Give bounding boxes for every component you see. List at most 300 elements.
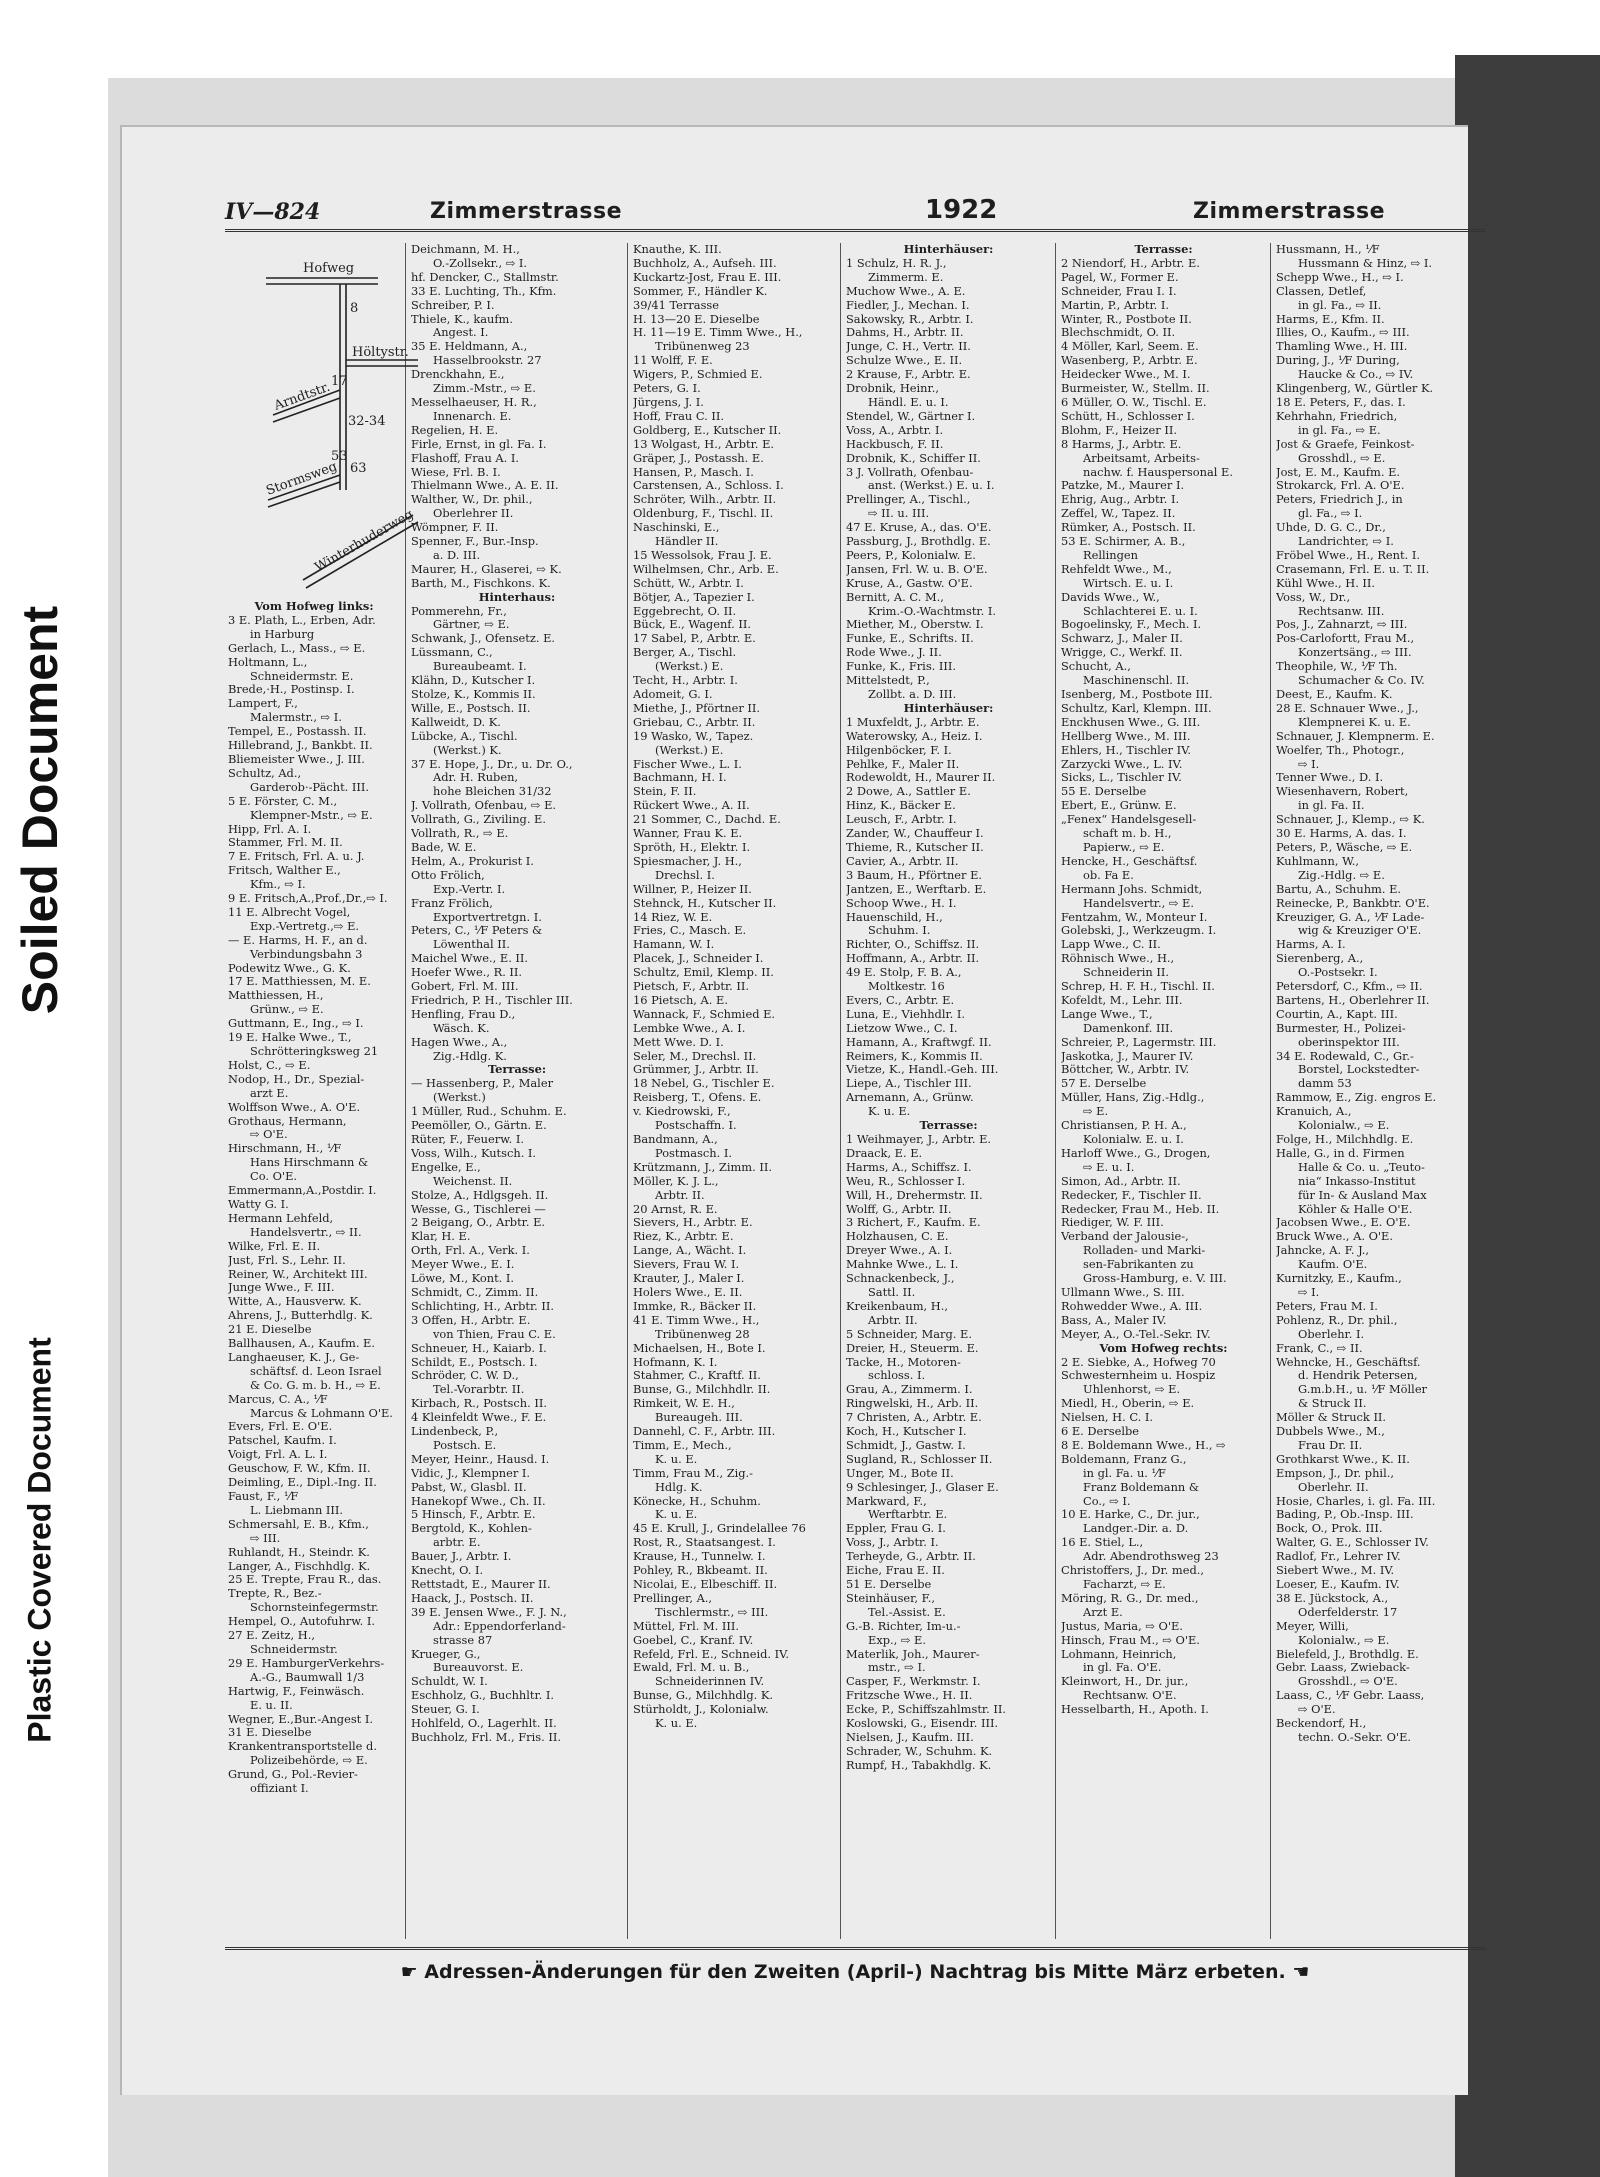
directory-entry: Schneuer, H., Kaiarb. I. xyxy=(411,1341,547,1355)
directory-entry: Tempel, E., Postassh. II. xyxy=(228,725,367,739)
directory-entry: Adr. Abendrothsweg 23 xyxy=(1083,1550,1219,1564)
directory-entry: Gerlach, L., Mass., ⇨ E. xyxy=(228,641,366,655)
directory-entry: Ehrig, Aug., Arbtr. I. xyxy=(1061,493,1180,507)
directory-entry: Dahms, H., Arbtr. II. xyxy=(846,326,964,340)
directory-entry: Patschel, Kaufm. I. xyxy=(228,1434,337,1448)
directory-entry: Holzhausen, C. E. xyxy=(846,1230,949,1244)
directory-entry: Nielsen, H. C. I. xyxy=(1061,1411,1154,1425)
directory-entry: Drobnik, K., Schiffer II. xyxy=(846,451,981,465)
directory-entry: Könecke, H., Schuhm. xyxy=(633,1494,761,1508)
directory-entry: Gross-Hamburg, e. V. III. xyxy=(1083,1272,1227,1286)
directory-entry: Oberlehr. I. xyxy=(1298,1327,1365,1341)
directory-entry: Sievers, H., Arbtr. E. xyxy=(633,1216,753,1230)
directory-entry: Hohlfeld, O., Lagerhlt. II. xyxy=(411,1717,557,1731)
directory-entry: Hoffmann, A., Arbtr. II. xyxy=(846,952,980,966)
directory-entry: Moltkestr. 16 xyxy=(868,980,945,994)
directory-entry: 57 E. Derselbe xyxy=(1061,1077,1147,1091)
directory-entry: Mett Wwe. D. I. xyxy=(633,1035,724,1049)
directory-entry: Bernitt, A. C. M., xyxy=(846,590,944,604)
directory-entry: 19 E. Halke Wwe., T., xyxy=(228,1031,352,1045)
directory-entry: 3 Offen, H., Arbtr. E. xyxy=(411,1313,531,1327)
directory-entry: Grünw., ⇨ E. xyxy=(250,1003,324,1017)
directory-entry: Reisberg, T., Ofens. E. xyxy=(633,1091,762,1105)
directory-entry: 34 E. Rodewald, C., Gr.- xyxy=(1276,1049,1414,1063)
directory-entry: 16 Pietsch, A. E. xyxy=(633,993,728,1007)
directory-entry: Buchholz, A., Aufseh. III. xyxy=(633,256,777,270)
directory-entry: Schultz, Emil, Klemp. II. xyxy=(633,966,774,980)
directory-entry: schloss. I. xyxy=(868,1369,926,1383)
directory-entry: Stammer, Frl. M. II. xyxy=(228,836,343,850)
directory-entry: 1 Müller, Rud., Schuhm. E. xyxy=(411,1105,567,1119)
directory-entry: Grau, A., Zimmerm. I. xyxy=(846,1383,973,1397)
directory-entry: 3 Richert, F., Kaufm. E. xyxy=(846,1216,981,1230)
directory-entry: a. D. III. xyxy=(433,548,481,562)
directory-entry: 7 E. Fritsch, Frl. A. u. J. xyxy=(228,850,365,864)
directory-entry: Waterowsky, A., Heiz. I. xyxy=(846,729,983,743)
directory-entry: K. u. E. xyxy=(868,1105,911,1119)
directory-entry: Lange, A., Wächt. I. xyxy=(633,1244,747,1258)
directory-entry: Engelke, E., xyxy=(411,1160,481,1174)
directory-entry: Markward, F., xyxy=(846,1494,927,1508)
directory-entry: Kehrhahn, Friedrich, xyxy=(1276,409,1398,423)
directory-entry: 51 E. Derselbe xyxy=(846,1578,932,1591)
directory-entry: Deest, E., Kaufm. K. xyxy=(1276,688,1393,701)
directory-entry: Marcus & Lohmann O'E. xyxy=(250,1406,393,1420)
directory-entry: Peters, G. I. xyxy=(633,382,701,396)
directory-entry: Christiansen, P. H. A., xyxy=(1061,1119,1187,1133)
directory-entry: ⇨ I. xyxy=(1298,757,1320,771)
directory-entry: Prellinger, A., xyxy=(633,1591,713,1605)
directory-entry: Friedrich, P. H., Tischler III. xyxy=(411,993,573,1007)
directory-entry: Voss, W., Dr., xyxy=(1276,590,1351,604)
directory-entry: Drenckhahn, E., xyxy=(411,368,505,382)
directory-entry: Walther, W., Dr. phil., xyxy=(411,493,533,507)
directory-entry: Harms, E., Kfm. II. xyxy=(1276,312,1385,326)
directory-entry: Geuschow, F. W., Kfm. II. xyxy=(228,1462,371,1476)
directory-entry: Kolonialw., ⇨ E. xyxy=(1298,1119,1390,1133)
directory-entry: Polizeibehörde, ⇨ E. xyxy=(250,1754,368,1768)
map-label-hofweg: Hofweg xyxy=(303,261,355,276)
directory-entry: Schlachterei E. u. I. xyxy=(1083,604,1198,618)
directory-entry: Sakowsky, R., Arbtr. I. xyxy=(846,312,974,326)
directory-entry: offiziant I. xyxy=(250,1782,309,1796)
directory-entry: Hanekopf Wwe., Ch. II. xyxy=(411,1494,546,1508)
directory-entry: Exp.-Vertr. I. xyxy=(433,882,506,896)
directory-entry: Matthiessen, H., xyxy=(228,989,324,1003)
directory-entry: Kfm., ⇨ I. xyxy=(250,878,306,892)
directory-entry: Terrasse: xyxy=(1134,243,1193,256)
directory-entry: Courtin, A., Kapt. III. xyxy=(1276,1007,1398,1021)
directory-entry: Heidecker Wwe., M. I. xyxy=(1061,368,1191,382)
directory-entry: Ballhausen, A., Kaufm. E. xyxy=(228,1337,375,1351)
directory-entry: Fries, C., Masch. E. xyxy=(633,924,747,938)
directory-entry: Hosie, Charles, i. gl. Fa. III. xyxy=(1276,1494,1436,1508)
header-rule xyxy=(225,229,1485,232)
directory-entry: Bureaubeamt. I. xyxy=(433,660,527,674)
directory-entry: Nicolai, E., Elbeschiff. II. xyxy=(633,1578,778,1591)
directory-entry: Ehlers, H., Tischler IV. xyxy=(1061,743,1191,757)
directory-entry: Klempner-Mstr., ⇨ E. xyxy=(250,808,373,822)
directory-column-2 xyxy=(411,243,623,1939)
map-house-number: 17 xyxy=(331,374,348,389)
directory-entry: & Co. G. m. b. H., ⇨ E. xyxy=(250,1378,381,1392)
directory-entry: 3 J. Vollrath, Ofenbau- xyxy=(846,465,974,479)
map-label-winterhuderweg: Winterhuderweg xyxy=(312,507,417,576)
directory-entry: Hamann, W. I. xyxy=(633,938,715,952)
directory-entry: H. 11—19 E. Timm Wwe., H., xyxy=(633,326,803,340)
page-header xyxy=(225,193,1485,233)
directory-entry: Riediger, W. F. III. xyxy=(1061,1216,1164,1230)
directory-entry: Postsch. E. xyxy=(433,1438,497,1452)
directory-entry: „Fenex“ Handelsgesell- xyxy=(1061,813,1197,827)
directory-entry: Löwe, M., Kont. I. xyxy=(411,1272,515,1286)
directory-entry: Exp.-Vertretg.,⇨ E. xyxy=(250,919,360,933)
directory-entry: Bergtold, K., Kohlen- xyxy=(411,1522,532,1536)
directory-entry: J. Vollrath, Ofenbau, ⇨ E. xyxy=(411,799,557,813)
directory-entry: Pos-Carlofortt, Frau M., xyxy=(1276,632,1415,646)
directory-entry: 21 E. Dieselbe xyxy=(228,1323,312,1337)
directory-entry: Kreikenbaum, H., xyxy=(846,1299,948,1313)
directory-entry: 2 Niendorf, H., Arbtr. E. xyxy=(1061,256,1200,270)
directory-entry: Pohlenz, R., Dr. phil., xyxy=(1276,1313,1398,1327)
directory-entry: 39/41 Terrasse xyxy=(633,298,720,312)
directory-entry: Firle, Ernst, in gl. Fa. I. xyxy=(411,437,547,451)
directory-entry: 19 Wasko, W., Tapez. xyxy=(633,729,754,743)
map-house-number: 63 xyxy=(350,461,367,476)
directory-entry: E. u. II. xyxy=(250,1698,293,1712)
directory-entry: Deichmann, M. H., xyxy=(411,243,520,256)
directory-entry: Schneiderin II. xyxy=(1083,966,1169,980)
directory-entry: Evers, Frl. E. O'E. xyxy=(228,1420,333,1434)
directory-entry: 11 E. Albrecht Vogel, xyxy=(228,905,351,919)
directory-entry: Lübcke, A., Tischl. xyxy=(411,729,518,743)
directory-entry: Frau Dr. II. xyxy=(1298,1438,1363,1452)
directory-entry: Hoff, Frau C. II. xyxy=(633,409,724,423)
directory-entry: Hackbusch, F. II. xyxy=(846,437,944,451)
directory-entry: Hans Hirschmann & xyxy=(250,1156,369,1170)
directory-entry: Redecker, F., Tischler II. xyxy=(1061,1188,1202,1202)
directory-entry: Wäsch. K. xyxy=(433,1021,490,1035)
directory-entry: Schrötteringksweg 21 xyxy=(250,1045,379,1058)
directory-entry: damm 53 xyxy=(1298,1077,1352,1091)
directory-entry: Techt, H., Arbtr. I. xyxy=(633,674,738,688)
directory-entry: Laass, C., ⅟F Gebr. Laass, xyxy=(1276,1689,1425,1703)
directory-entry: nachw. f. Hauspersonal E. xyxy=(1083,465,1233,479)
directory-entry: 9 E. Fritsch,A.,Prof.,Dr.,⇨ I. xyxy=(228,892,388,906)
directory-entry: Knecht, O. I. xyxy=(411,1564,484,1578)
directory-entry: 2 Dowe, A., Sattler E. xyxy=(846,785,971,799)
directory-entry: Jost, E. M., Kaufm. E. xyxy=(1276,465,1401,479)
directory-entry: Gräper, J., Postassh. E. xyxy=(633,451,764,465)
directory-entry: Kurnitzky, E., Kaufm., xyxy=(1276,1272,1402,1286)
directory-entry: Christoffers, J., Dr. med., xyxy=(1061,1564,1204,1578)
directory-entry: 37 E. Hope, J., Dr., u. Dr. O., xyxy=(411,757,573,771)
directory-entry: Adr. H. Ruben, xyxy=(433,771,519,785)
directory-entry: ⇨ I. xyxy=(1298,1285,1320,1299)
directory-entry: d. Hendrik Petersen, xyxy=(1298,1369,1418,1383)
directory-entry: Mittelstedt, P., xyxy=(846,674,930,688)
directory-entry: Timm, E., Mech., xyxy=(633,1438,732,1452)
directory-entry: Vom Hofweg links: xyxy=(254,600,374,613)
directory-entry: Eppler, Frau G. I. xyxy=(846,1522,946,1536)
directory-entry: Wegner, E.,Bur.-Angest I. xyxy=(228,1712,374,1726)
directory-entry: ⇨ O'E. xyxy=(1298,1703,1336,1717)
directory-entry: Burmester, H., Polizei- xyxy=(1276,1021,1406,1035)
directory-entry: Franz Boldemann & xyxy=(1083,1480,1200,1494)
directory-entry: Thiele, K., kaufm. xyxy=(411,312,513,326)
directory-entry: Fritsch, Walther E., xyxy=(228,864,341,878)
directory-entry: Rellingen xyxy=(1083,548,1138,562)
directory-entry: Unger, M., Bote II. xyxy=(846,1466,954,1480)
directory-entry: Borstel, Lockstedter- xyxy=(1298,1063,1420,1077)
directory-entry: Vollrath, G., Ziviling. E. xyxy=(411,813,546,827)
directory-entry: Brede,·H., Postinsp. I. xyxy=(228,683,355,697)
directory-entry: 33 E. Luchting, Th., Kfm. xyxy=(411,284,557,298)
directory-entry: Golebski, J., Werkzeugm. I. xyxy=(1061,924,1217,938)
directory-entry: techn. O.-Sekr. O'E. xyxy=(1298,1730,1412,1744)
directory-entry: Wirtsch. E. u. I. xyxy=(1083,576,1174,590)
directory-entry: Tribünenweg 23 xyxy=(655,340,750,354)
directory-entry: Knauthe, K. III. xyxy=(633,243,722,256)
directory-entry: Krause, H., Tunnelw. I. xyxy=(633,1550,766,1564)
directory-entry: in gl. Fa. u. ⅟F xyxy=(1083,1466,1166,1480)
directory-entry: Vietze, K., Handl.-Geh. III. xyxy=(846,1063,999,1077)
directory-entry: Exportvertretgn. I. xyxy=(433,910,542,924)
directory-entry: Weichenst. II. xyxy=(433,1174,513,1188)
directory-entry: 35 E. Heldmann, A., xyxy=(411,340,528,354)
directory-entry: Petersdorf, C., Kfm., ⇨ II. xyxy=(1276,980,1423,994)
directory-entry: Harloff Wwe., G., Drogen, xyxy=(1061,1146,1211,1160)
directory-entry: Drechsl. I. xyxy=(655,868,715,882)
directory-entry: Thieme, R., Kutscher II. xyxy=(846,840,984,854)
directory-column-6 xyxy=(1276,243,1486,1939)
directory-entry: Woelfer, Th., Photogr., xyxy=(1276,743,1405,757)
directory-entry: Eggebrecht, O. II. xyxy=(633,604,737,618)
directory-entry: Podewitz Wwe., G. K. xyxy=(228,961,351,975)
directory-entry: Dubbels Wwe., M., xyxy=(1276,1425,1385,1439)
directory-entry: Wiese, Frl. B. I. xyxy=(411,465,501,479)
directory-entry: 4 Kleinfeldt Wwe., F. E. xyxy=(411,1411,547,1425)
directory-entry: Winter, R., Postbote II. xyxy=(1061,312,1192,326)
directory-entry: in gl. Fa. O'E. xyxy=(1083,1661,1162,1675)
directory-entry: Holers Wwe., E. II. xyxy=(633,1285,743,1299)
directory-entry: Bachmann, H. I. xyxy=(633,771,727,785)
directory-entry: Papierw., ⇨ E. xyxy=(1083,840,1165,854)
directory-entry: Stahmer, C., Kraftf. II. xyxy=(633,1369,761,1383)
directory-entry: Terrasse: xyxy=(919,1119,978,1133)
directory-entry: Ecke, P., Schiffszahlmstr. II. xyxy=(846,1703,1006,1717)
directory-entry: Hinsch, Frau M., ⇨ O'E. xyxy=(1061,1633,1200,1647)
directory-entry: Spenner, F., Bur.-Insp. xyxy=(411,535,539,549)
directory-entry: Eiche, Frau E. II. xyxy=(846,1564,945,1578)
directory-entry: Schnauer, J., Klemp., ⇨ K. xyxy=(1276,813,1425,827)
directory-entry: 18 Nebel, G., Tischler E. xyxy=(633,1077,775,1091)
directory-entry: ⇨ II. u. III. xyxy=(868,507,930,521)
directory-entry: Goebel, C., Kranf. IV. xyxy=(633,1633,754,1647)
directory-entry: Bading, P., Ob.-Insp. III. xyxy=(1276,1508,1414,1522)
directory-entry: Zimmerm. E. xyxy=(868,270,944,284)
directory-entry: Hinterhaus: xyxy=(478,590,556,604)
directory-entry: Prellinger, A., Tischl., xyxy=(846,493,971,507)
directory-entry: Faust, F., ⅟F xyxy=(228,1490,299,1503)
directory-entry: 1 Schulz, H. R. J., xyxy=(846,256,947,270)
directory-entry: Kühl Wwe., H. II. xyxy=(1276,576,1376,590)
directory-entry: Lüssmann, C., xyxy=(411,646,493,660)
directory-entry: in gl. Fa., ⇨ E. xyxy=(1298,423,1381,437)
directory-entry: Hermann Johs. Schmidt, xyxy=(1061,882,1203,896)
directory-entry: Fritzsche Wwe., H. II. xyxy=(846,1689,973,1703)
directory-entry: Regelien, H. E. xyxy=(411,423,499,437)
directory-entry: Siebert Wwe., M. IV. xyxy=(1276,1564,1395,1578)
directory-entry: Evers, C., Arbtr. E. xyxy=(846,993,955,1007)
directory-entry: Kruse, A., Gastw. O'E. xyxy=(846,576,973,590)
directory-entry: Draack, E. E. xyxy=(846,1146,923,1160)
directory-entry: Wille, E., Postsch. II. xyxy=(411,701,531,715)
directory-entry: Jantzen, E., Werftarb. E. xyxy=(846,882,987,896)
directory-entry: Hartwig, F., Feinwäsch. xyxy=(228,1684,365,1698)
directory-entry: Justus, Maria, ⇨ O'E. xyxy=(1061,1619,1183,1633)
directory-entry: Tischlermstr., ⇨ III. xyxy=(655,1605,769,1619)
directory-entry: Rückert Wwe., A. II. xyxy=(633,799,750,813)
directory-entry: Pos, J., Zahnarzt, ⇨ III. xyxy=(1276,618,1408,632)
directory-entry: Hillebrand, J., Bankbt. II. xyxy=(228,739,373,753)
directory-entry: Folge, H., Milchhdlg. E. xyxy=(1276,1133,1414,1146)
directory-entry: Nielsen, J., Kaufm. III. xyxy=(846,1730,974,1744)
directory-entry: 5 E. Förster, C. M., xyxy=(228,794,338,808)
directory-entry: Schornsteinfegermstr. xyxy=(250,1601,379,1615)
directory-entry: Lapp Wwe., C. II. xyxy=(1061,938,1161,952)
directory-entry: Händl. E. u. I. xyxy=(868,395,949,409)
directory-entry: 5 Hinsch, F., Arbtr. E. xyxy=(411,1508,536,1522)
directory-entry: Wrigge, C., Werkf. II. xyxy=(1061,646,1183,660)
directory-entry: Facharzt, ⇨ E. xyxy=(1083,1578,1166,1591)
directory-entry: Crasemann, Frl. E. u. T. II. xyxy=(1276,562,1430,576)
directory-entry: Pabst, W., Glasbl. II. xyxy=(411,1480,527,1494)
directory-entry: Jost & Graefe, Feinkost- xyxy=(1276,437,1415,451)
directory-entry: Bartu, A., Schuhm. E. xyxy=(1276,882,1402,896)
directory-entry: Arbeitsamt, Arbeits- xyxy=(1083,451,1200,465)
directory-entry: Miedl, H., Oberin, ⇨ E. xyxy=(1061,1397,1195,1411)
directory-entry: Will, H., Drehermstr. II. xyxy=(846,1188,983,1202)
directory-entry: Voigt, Frl. A. L. I. xyxy=(228,1448,328,1462)
directory-entry: Stein, F. II. xyxy=(633,785,697,799)
directory-entry: Goldberg, E., Kutscher II. xyxy=(633,423,782,437)
directory-entry: Junge, C. H., Vertr. II. xyxy=(846,340,971,354)
directory-entry: 10 E. Harke, C., Dr. jur., xyxy=(1061,1508,1200,1522)
directory-entry: Peters, Frau M. I. xyxy=(1276,1299,1378,1313)
directory-entry: Tenner Wwe., D. I. xyxy=(1276,771,1384,785)
directory-entry: arbtr. E. xyxy=(433,1536,481,1550)
map-house-number: 32-34 xyxy=(348,414,386,429)
directory-entry: Schultz, Karl, Klempn. III. xyxy=(1061,701,1212,715)
directory-entry: Burmeister, W., Stellm. II. xyxy=(1061,382,1210,396)
directory-entry: Spröth, H., Elektr. I. xyxy=(633,840,751,854)
directory-entry: Hdlg. K. xyxy=(655,1480,703,1494)
directory-entry: Trepte, R., Bez.- xyxy=(228,1587,322,1601)
directory-entry: anst. (Werkst.) E. u. I. xyxy=(868,479,995,493)
directory-entry: 9 Schlesinger, J., Glaser E. xyxy=(846,1480,999,1494)
directory-entry: Simon, Ad., Arbtr. II. xyxy=(1061,1174,1181,1188)
directory-entry: Leusch, F., Arbtr. I. xyxy=(846,813,957,827)
directory-column-5 xyxy=(1061,243,1266,1939)
directory-entry: Krauter, J., Maler I. xyxy=(633,1272,745,1286)
directory-entry: Schneider, Frau I. I. xyxy=(1061,284,1177,298)
directory-entry: Grothaus, Hermann, xyxy=(228,1114,347,1128)
directory-entry: Lange Wwe., T., xyxy=(1061,1007,1153,1021)
directory-entry: Wolff, G., Arbtr. II. xyxy=(846,1202,952,1216)
directory-entry: Sommer, F., Händler K. xyxy=(633,284,768,298)
directory-entry: Möller & Struck II. xyxy=(1276,1411,1387,1425)
directory-entry: Willner, P., Heizer II. xyxy=(633,882,752,896)
directory-entry: Fröbel Wwe., H., Rent. I. xyxy=(1276,548,1420,562)
directory-entry: Wasenberg, P., Arbtr. E. xyxy=(1061,354,1198,368)
directory-entry: G.-B. Richter, Im-u.- xyxy=(846,1619,961,1633)
directory-entry: Hansen, P., Masch. I. xyxy=(633,465,754,479)
directory-entry: Michaelsen, H., Bote I. xyxy=(633,1341,766,1355)
directory-entry: Schuldt, W. I. xyxy=(411,1675,488,1689)
directory-entry: Hauenschild, H., xyxy=(846,910,943,924)
directory-entry: Marcus, C. A., ⅟F xyxy=(228,1392,328,1406)
directory-entry: Buchholz, Frl. M., Fris. II. xyxy=(411,1730,561,1744)
directory-entry: ⇨ E. u. I. xyxy=(1083,1160,1135,1174)
directory-entry: Adr.: Eppendorferland- xyxy=(433,1619,566,1633)
directory-entry: hohe Bleichen 31/32 xyxy=(433,785,552,799)
directory-entry: 6 E. Derselbe xyxy=(1061,1425,1140,1439)
footer-text: Adressen-Änderungen für den Zweiten (April-) Nachtrag bis Mitte März erbeten. xyxy=(424,1961,1286,1983)
directory-entry: Bureauvorst. E. xyxy=(433,1661,524,1675)
directory-entry: & Struck II. xyxy=(1298,1397,1367,1411)
directory-entry: Witte, A., Hausverw. K. xyxy=(228,1295,362,1309)
directory-entry: Rolladen- und Marki- xyxy=(1083,1244,1206,1258)
directory-entry: Kirbach, R., Postsch. II. xyxy=(411,1397,547,1411)
directory-entry: wig & Kreuziger O'E. xyxy=(1298,924,1422,938)
directory-entry: 2 Krause, F., Arbtr. E. xyxy=(846,368,971,382)
directory-entry: Bartens, H., Oberlehrer II. xyxy=(1276,993,1430,1007)
directory-entry: Bliemeister Wwe., J. III. xyxy=(228,752,365,766)
plastic-covered-document-label: Plastic Covered Document xyxy=(21,1337,58,1743)
directory-entry: hf. Dencker, C., Stallmstr. xyxy=(411,270,559,284)
directory-entry: Köhler & Halle O'E. xyxy=(1298,1202,1413,1216)
directory-entry: 20 Arnst, R. E. xyxy=(633,1202,718,1216)
directory-entry: Arbtr. II. xyxy=(868,1313,918,1327)
directory-entry: Eschholz, G., Buchhltr. I. xyxy=(411,1689,555,1703)
directory-entry: Malermstr., ⇨ I. xyxy=(250,711,342,725)
directory-entry: Liepe, A., Tischler III. xyxy=(846,1077,972,1091)
directory-entry: Fiedler, J., Mechan. I. xyxy=(846,298,970,312)
directory-entry: v. Kiedrowski, F., xyxy=(633,1105,731,1119)
street-map xyxy=(228,250,423,590)
directory-entry: Uhlenhorst, ⇨ E. xyxy=(1083,1383,1181,1397)
directory-entry: Reiner, W., Architekt III. xyxy=(228,1267,368,1281)
directory-entry: Langer, A., Fischhdlg. K. xyxy=(228,1559,371,1573)
directory-entry: Klähn, D., Kutscher I. xyxy=(411,674,536,688)
directory-entry: Rost, R., Staatsangest. I. xyxy=(633,1536,776,1550)
directory-entry: strasse 87 xyxy=(433,1633,493,1647)
directory-entry: Lampert, F., xyxy=(228,697,298,711)
directory-entry: Hempel, O., Autofuhrw. I. xyxy=(228,1615,376,1629)
directory-entry: Arzt E. xyxy=(1083,1605,1123,1619)
directory-entry: 2 Beigang, O., Arbtr. E. xyxy=(411,1216,546,1230)
directory-entry: in gl. Fa. II. xyxy=(1298,799,1365,813)
directory-entry: Fischer Wwe., L. I. xyxy=(633,757,742,771)
directory-entry: Bock, O., Prok. III. xyxy=(1276,1522,1383,1536)
directory-entry: 15 Wessolsok, Frau J. E. xyxy=(633,548,772,562)
directory-entry: Kleinwort, H., Dr. jur., xyxy=(1061,1675,1189,1689)
map-house-number: 8 xyxy=(350,301,359,316)
directory-entry: Bureaugeh. III. xyxy=(655,1411,743,1425)
directory-entry: Hirschmann, H., ⅟F xyxy=(228,1142,342,1156)
directory-entry: Hencke, H., Geschäftsf. xyxy=(1061,854,1198,868)
